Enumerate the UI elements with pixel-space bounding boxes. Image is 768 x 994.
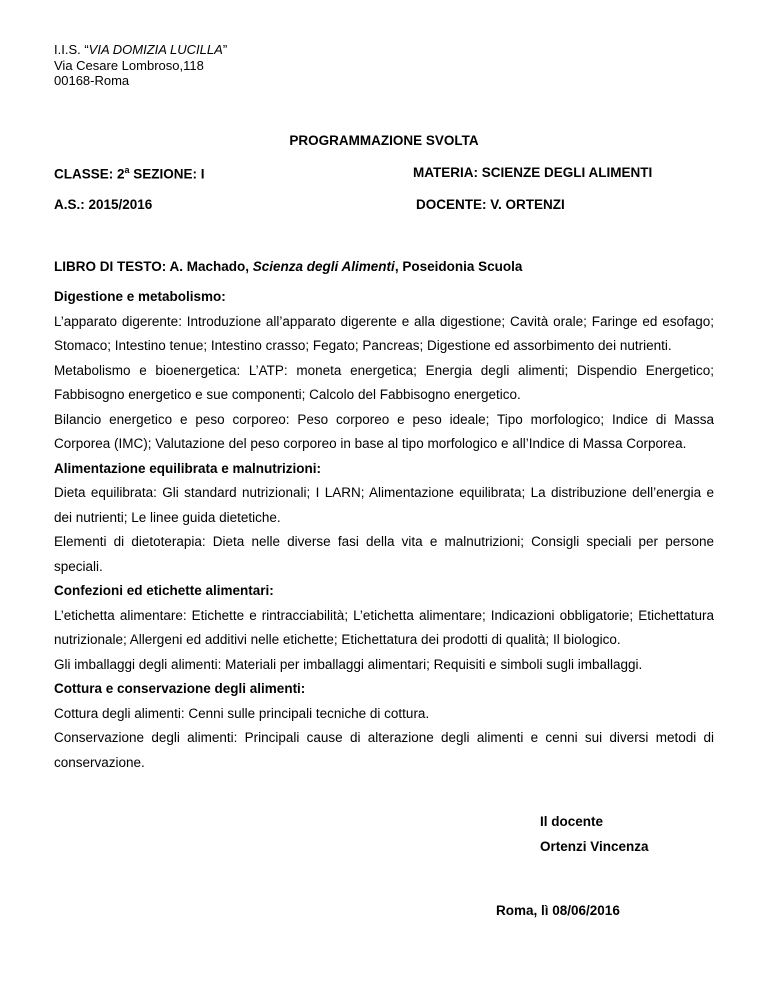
document-title: PROGRAMMAZIONE SVOLTA <box>289 133 479 148</box>
section-paragraph: Metabolismo e bioenergetica: L’ATP: moneta energetica; Energia degli alimenti; Dispendio Energetico; Fabbisogno energetico e sue componenti; Calcolo del Fabbisogno energetico. <box>54 362 714 402</box>
subject: MATERIA: SCIENZE DEGLI ALIMENTI <box>413 165 653 180</box>
school-name: VIA DOMIZIA LUCILLA <box>88 42 223 57</box>
section-paragraph: Conservazione degli alimenti: Principali cause di alterazione degli alimenti e cenni sui diversi metodi di conservazione. <box>54 730 714 770</box>
place-date: Roma, lì 08/06/2016 <box>496 903 620 918</box>
textbook-line <box>54 259 522 274</box>
school-year: A.S.: 2015/2016 <box>54 197 153 212</box>
school-name-line <box>54 42 227 58</box>
school-header <box>54 42 227 89</box>
school-city: 00168-Roma <box>54 73 130 88</box>
section-digestione <box>54 285 714 457</box>
section-paragraph: L’apparato digerente: Introduzione all’apparato digerente e alla digestione; Cavità orale; Faringe ed esofago; Stomaco; Intestino tenue; Intestino crasso; Fegato; Pancreas; Digestione ed assorbimento dei nutrienti. <box>54 313 714 353</box>
section-title: Alimentazione equilibrata e malnutrizioni: <box>54 460 322 476</box>
signature-block <box>540 809 649 859</box>
class-section <box>54 165 205 182</box>
section-paragraph: Gli imballaggi degli alimenti: Materiali per imballaggi alimentari; Requisiti e simboli sugli imballaggi. <box>54 656 643 672</box>
signature-name: Ortenzi Vincenza <box>540 839 649 854</box>
school-prefix: I.I.S. “ <box>54 42 89 57</box>
section-paragraph: Cottura degli alimenti: Cenni sulle principali tecniche di cottura. <box>54 705 430 721</box>
textbook-suffix: , Poseidonia Scuola <box>394 259 523 274</box>
textbook-prefix: LIBRO DI TESTO: A. Machado, <box>54 259 253 274</box>
class-label: CLASSE: 2 <box>54 166 125 182</box>
section-title: Confezioni ed etichette alimentari: <box>54 583 274 598</box>
section-paragraph: L’etichetta alimentare: Etichette e rintracciabilità; L’etichetta alimentare; Indicazioni obbligatorie; Etichettatura nutrizionale; Allergeni ed additivi nelle etichette; Etichettatura dei prodotti di qualità; Il biologico. <box>54 607 714 647</box>
school-address: Via Cesare Lombroso,118 <box>54 57 204 73</box>
section-paragraph: Bilancio energetico e peso corporeo: Peso corporeo e peso ideale; Tipo morfologico; Indice di Massa Corporea (IMC); Valutazione del peso corporeo in base al tipo morfologico e all’Indice di Massa Corporea. <box>54 411 714 451</box>
section-confezioni <box>54 579 714 677</box>
signature-role: Il docente <box>540 814 604 829</box>
class-superscript: a <box>124 165 130 175</box>
section-title: Digestione e metabolismo: <box>54 289 226 304</box>
section-paragraph: Dieta equilibrata: Gli standard nutrizionali; I LARN; Alimentazione equilibrata; La distribuzione dell’energia e dei nutrienti; Le linee guida dietetiche. <box>54 485 714 525</box>
section-label: SEZIONE: I <box>129 166 205 182</box>
section-cottura <box>54 677 714 775</box>
textbook-title: Scienza degli Alimenti <box>252 259 395 274</box>
section-title: Cottura e conservazione degli alimenti: <box>54 681 306 696</box>
program-content <box>54 285 714 775</box>
school-suffix: ” <box>222 42 228 57</box>
section-paragraph: Elementi di dietoterapia: Dieta nelle diverse fasi della vita e malnutrizioni; Consigli speciali per persone speciali. <box>54 534 714 574</box>
teacher: DOCENTE: V. ORTENZI <box>416 197 565 212</box>
section-alimentazione <box>54 457 714 580</box>
